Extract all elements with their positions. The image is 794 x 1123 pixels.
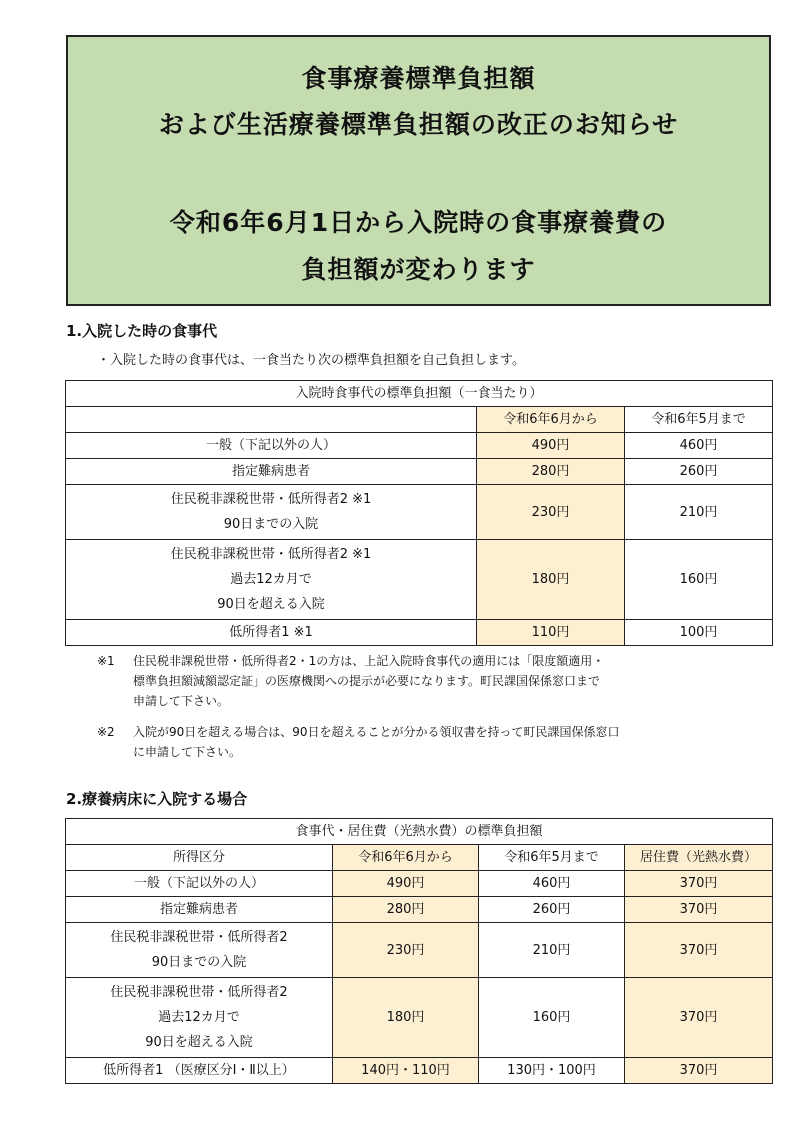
banner-line-1: 食事療養標準負担額 (301, 64, 536, 93)
cell-new: 280円 (477, 459, 625, 485)
note-1 (133, 651, 604, 711)
note-2-line: に申請して下さい。 (133, 745, 242, 759)
header-blank (66, 407, 477, 433)
cell-living: 370円 (625, 871, 773, 897)
row-label-line: 低所得者1 ※1 (229, 625, 313, 640)
row-label (66, 897, 333, 923)
cell-living: 370円 (625, 923, 773, 978)
row-label (66, 923, 333, 978)
cell-new: 490円 (333, 871, 479, 897)
row-label-line: 住民税非課税世帯・低所得者2 (110, 930, 288, 945)
note-2-mark: ※2 (97, 725, 115, 739)
row-label-line: 一般（下記以外の人） (205, 438, 336, 453)
section2-heading: 2.療養病床に入院する場合 (66, 790, 248, 808)
row-label (66, 485, 477, 540)
cell-living: 370円 (625, 897, 773, 923)
header-new: 令和6年6月から (333, 845, 479, 871)
table-row (66, 433, 773, 459)
cell-new: 490円 (477, 433, 625, 459)
cell-old: 210円 (625, 485, 773, 540)
table-row (66, 897, 773, 923)
cell-new: 180円 (477, 540, 625, 620)
table-row (66, 620, 773, 646)
meal-cost-table (65, 380, 773, 646)
row-label-line: 90日までの入院 (151, 955, 247, 970)
table-row (66, 485, 773, 540)
row-label-line: 90日を超える入院 (145, 1035, 253, 1050)
row-label (66, 433, 477, 459)
cell-old: 160円 (479, 978, 625, 1058)
table-row (66, 923, 773, 978)
row-label-line: 90日までの入院 (223, 517, 319, 532)
row-label-line: 指定難病患者 (159, 902, 238, 917)
row-label-line: 過去12カ月で (158, 1010, 240, 1025)
row-label-line: 指定難病患者 (231, 464, 310, 479)
cell-living: 370円 (625, 1058, 773, 1084)
row-label (66, 540, 477, 620)
cell-old: 460円 (479, 871, 625, 897)
cell-old: 210円 (479, 923, 625, 978)
row-label-line: 住民税非課税世帯・低所得者2 ※1 (170, 547, 372, 562)
cell-old: 100円 (625, 620, 773, 646)
table-title: 入院時食事代の標準負担額（一食当たり） (66, 381, 773, 407)
table-row (66, 871, 773, 897)
row-label (66, 459, 477, 485)
row-label (66, 620, 477, 646)
cell-old: 460円 (625, 433, 773, 459)
row-label (66, 871, 333, 897)
header-living: 居住費（光熱水費） (625, 845, 773, 871)
note-1-line: 標準負担額減額認定証」の医療機関への提示が必要になります。町民課国保係窓口まで (133, 674, 601, 688)
table-row (66, 978, 773, 1058)
cell-new: 180円 (333, 978, 479, 1058)
table-row (66, 1058, 773, 1084)
note-1-line: 住民税非課税世帯・低所得者2・1の方は、上記入院時食事代の適用には「限度額適用・ (133, 654, 605, 668)
cell-old: 260円 (479, 897, 625, 923)
row-label (66, 1058, 333, 1084)
long-term-care-table (65, 818, 773, 1084)
header-old: 令和6年5月まで (479, 845, 625, 871)
section1-intro: ・入院した時の食事代は、一食当たり次の標準負担額を自己負担します。 (97, 353, 525, 368)
cell-living: 370円 (625, 978, 773, 1058)
header-old: 令和6年5月まで (625, 407, 773, 433)
note-1-line: 申請して下さい。 (133, 694, 230, 708)
note-2-line: 入院が90日を超える場合は、90日を超えることが分かる領収書を持って町民課国保係窓口 (133, 725, 620, 739)
cell-old: 160円 (625, 540, 773, 620)
section1-heading: 1.入院した時の食事代 (66, 322, 218, 340)
cell-new: 230円 (333, 923, 479, 978)
row-label-line: 住民税非課税世帯・低所得者2 ※1 (170, 492, 372, 507)
table-title: 食事代・居住費（光熱水費）の標準負担額 (66, 819, 773, 845)
header-new: 令和6年6月から (477, 407, 625, 433)
table-row (66, 459, 773, 485)
banner-line-2: および生活療養標準負担額の改正のお知らせ (158, 110, 679, 139)
row-label-line: 一般（下記以外の人） (133, 876, 264, 891)
cell-old: 260円 (625, 459, 773, 485)
cell-new: 280円 (333, 897, 479, 923)
row-label (66, 978, 333, 1058)
note-1-mark: ※1 (97, 654, 115, 668)
row-label-line: 90日を超える入院 (217, 597, 325, 612)
title-banner (66, 35, 771, 306)
cell-new: 140円・110円 (333, 1058, 479, 1084)
banner-line-4: 負担額が変わります (301, 255, 536, 284)
cell-old: 130円・100円 (479, 1058, 625, 1084)
header-label: 所得区分 (66, 845, 333, 871)
row-label-line: 過去12カ月で (230, 572, 312, 587)
row-label-line: 住民税非課税世帯・低所得者2 (110, 985, 288, 1000)
cell-new: 110円 (477, 620, 625, 646)
cell-new: 230円 (477, 485, 625, 540)
table-row (66, 540, 773, 620)
banner-line-3: 令和6年6月1日から入院時の食事療養費の (169, 208, 668, 237)
row-label-line: 低所得者1 （医療区分Ⅰ・Ⅱ以上） (103, 1063, 295, 1078)
note-2 (133, 722, 620, 762)
